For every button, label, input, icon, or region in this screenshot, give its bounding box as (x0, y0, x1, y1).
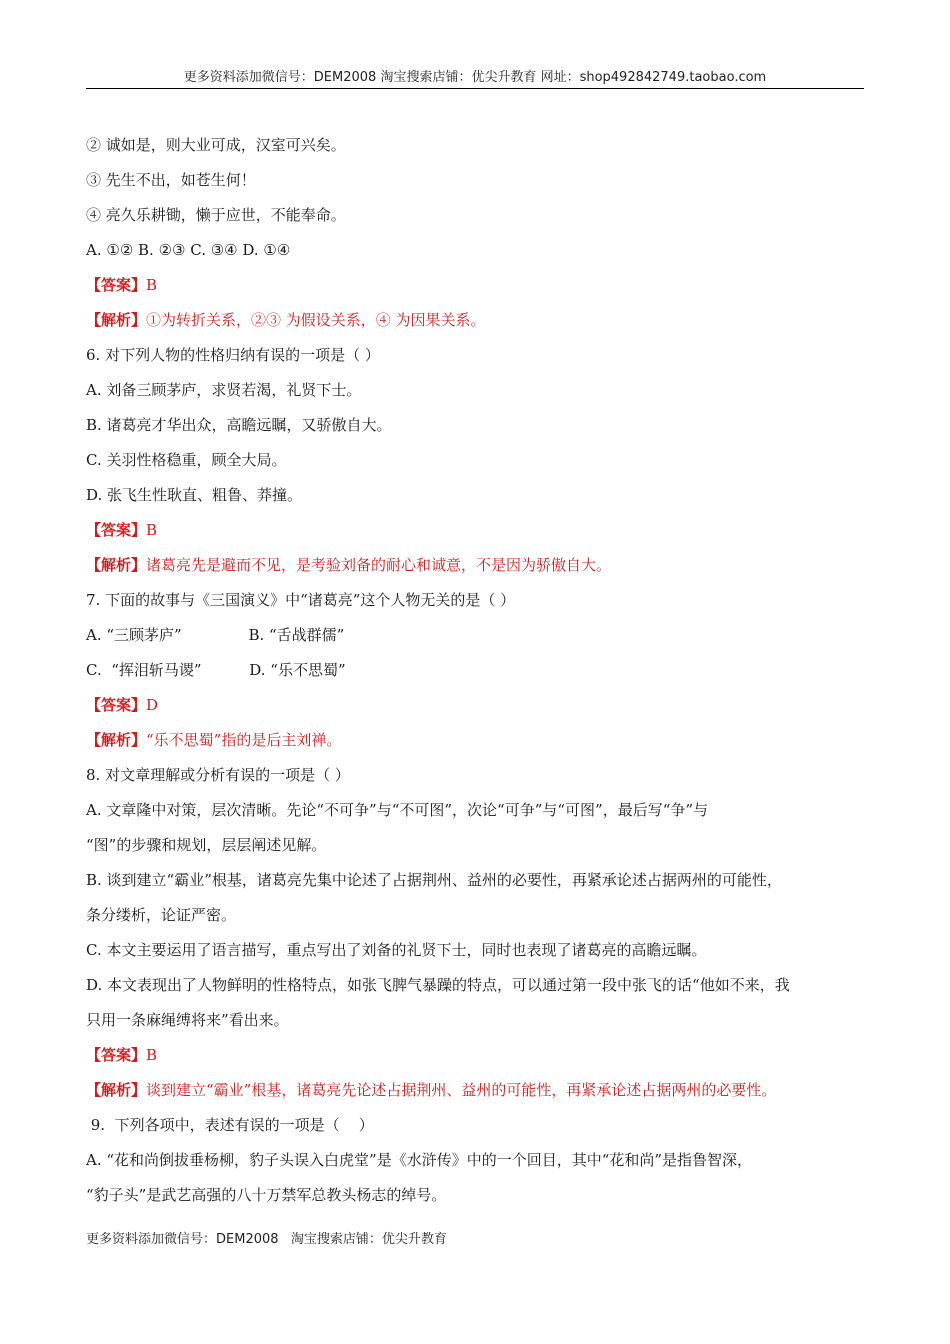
page-header: 更多资料添加微信号：DEM2008 淘宝搜索店铺：优尖升教育 网址：shop492842749.taobao.com (183, 70, 767, 85)
analysis-line (86, 548, 866, 583)
answer-value: B (146, 276, 158, 294)
analysis-tag: 【解析】 (86, 556, 147, 574)
page-footer: 更多资料添加微信号：DEM2008 淘宝搜索店铺：优尖升教育 (86, 1232, 447, 1247)
question-9: 9. 下列各项中，表述有误的一项是（ ） (86, 1116, 374, 1134)
option-b-cont: 条分缕析，论证严密。 (86, 906, 237, 924)
answer-line (86, 513, 866, 548)
answer-line (86, 268, 866, 303)
option-d: D. 本文表现出了人物鲜明的性格特点，如张飞脾气暴躁的特点，可以通过第一段中张飞的话“他如不来，我 (86, 976, 790, 994)
options-line: A. ①② B. ②③ C. ③④ D. ①④ (86, 241, 291, 259)
options-cd: C. “挥泪斩马谡” D. “乐不思蜀” (86, 661, 346, 679)
analysis-text: 谈到建立“霸业”根基，诸葛亮先论述占据荆州、益州的可能性，再紧承论述占据两州的必要性。 (146, 1081, 777, 1099)
option-c: C. 关羽性格稳重，顾全大局。 (86, 451, 287, 469)
option-d-cont: 只用一条麻绳缚将来”看出来。 (86, 1011, 289, 1029)
answer-tag: 【答案】 (86, 521, 147, 539)
option-a: A. “花和尚倒拔垂杨柳，豹子头误入白虎堂”是《水浒传》中的一个回目，其中“花和尚”是指鲁智深， (86, 1151, 753, 1169)
text-line: ② 诚如是，则大业可成，汉室可兴矣。 (86, 136, 346, 154)
analysis-line (86, 723, 866, 758)
answer-tag: 【答案】 (86, 276, 147, 294)
text-line: ④ 亮久乐耕锄，懒于应世，不能奉命。 (86, 206, 346, 224)
answer-value: B (146, 1046, 158, 1064)
answer-line (86, 1038, 866, 1073)
option-a-cont: “豹子头”是武艺高强的八十万禁军总教头杨志的绰号。 (86, 1186, 447, 1204)
answer-value: B (146, 521, 158, 539)
option-c: C. 本文主要运用了语言描写，重点写出了刘备的礼贤下士，同时也表现了诸葛亮的高瞻远瞩。 (86, 941, 707, 959)
analysis-line (86, 303, 866, 338)
answer-tag: 【答案】 (86, 1046, 147, 1064)
analysis-tag: 【解析】 (86, 311, 147, 329)
analysis-text: ①为转折关系，②③ 为假设关系，④ 为因果关系。 (146, 311, 486, 329)
option-a: A. 文章隆中对策，层次清晰。先论“不可争”与“不可图”，次论“可争”与“可图”，最后写“争”与 (86, 801, 709, 819)
header-divider (86, 88, 864, 89)
question-8: 8. 对文章理解或分析有误的一项是（ ） (86, 766, 350, 784)
answer-line (86, 688, 866, 723)
analysis-text: 诸葛亮先是避而不见，是考验刘备的耐心和诚意，不是因为骄傲自大。 (146, 556, 612, 574)
answer-tag: 【答案】 (86, 696, 147, 714)
options-ab: A. “三顾茅庐” B. “舌战群儒” (86, 626, 345, 644)
document-body (86, 128, 866, 1213)
question-6: 6. 对下列人物的性格归纳有误的一项是（ ） (86, 346, 380, 364)
analysis-tag: 【解析】 (86, 731, 147, 749)
answer-value: D (146, 696, 159, 714)
analysis-line (86, 1073, 866, 1108)
text-line: ③ 先生不出，如苍生何！ (86, 171, 256, 189)
option-b: B. 诸葛亮才华出众，高瞻远瞩，又骄傲自大。 (86, 416, 392, 434)
option-b: B. 谈到建立“霸业”根基，诸葛亮先集中论述了占据荆州、益州的必要性，再紧承论述占据两州的可能性， (86, 871, 782, 889)
option-d: D. 张飞生性耿直、粗鲁、莽撞。 (86, 486, 303, 504)
analysis-text: “乐不思蜀”指的是后主刘禅。 (146, 731, 342, 749)
option-a: A. 刘备三顾茅庐，求贤若渴，礼贤下士。 (86, 381, 362, 399)
analysis-tag: 【解析】 (86, 1081, 147, 1099)
option-a-cont: “图”的步骤和规划，层层阐述见解。 (86, 836, 327, 854)
question-7: 7. 下面的故事与《三国演义》中“诸葛亮”这个人物无关的是（ ） (86, 591, 516, 609)
